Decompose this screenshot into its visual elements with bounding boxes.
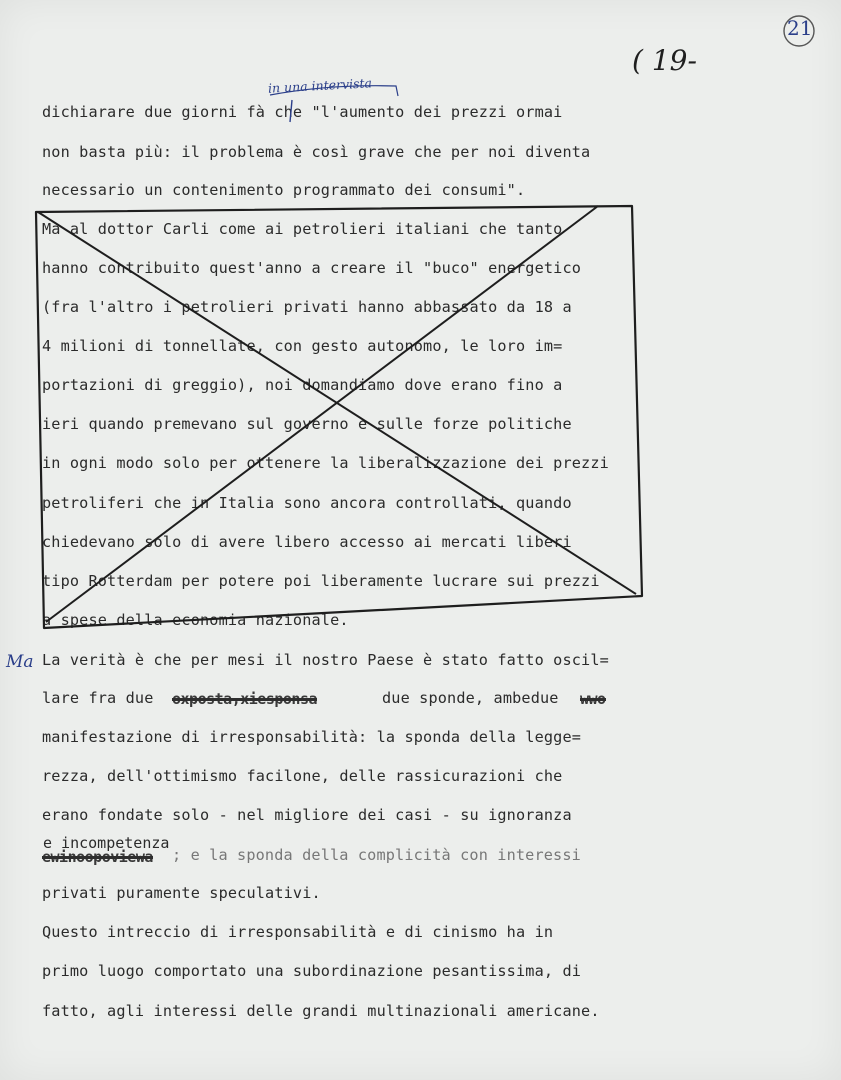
- body-line: dichiarare due giorni fà che "l'aumento dei prezzi ormai: [42, 103, 563, 121]
- body-line: tipo Rotterdam per potere poi liberamente lucrare sui prezzi: [42, 572, 600, 590]
- body-line: lare fra due: [42, 689, 154, 707]
- body-line: primo luogo comportato una subordinazione pesantissima, di: [42, 962, 582, 980]
- body-line: petroliferi che in Italia sono ancora controllati, quando: [42, 494, 572, 512]
- body-line: portazioni di greggio), noi domandiamo dove erano fino a: [42, 376, 563, 394]
- body-line: Ma al dottor Carli come ai petrolieri italiani che tanto: [42, 220, 563, 238]
- body-line: due sponde, ambedue: [382, 689, 559, 707]
- body-line: in ogni modo solo per ottenere la liberalizzazione dei prezzi: [42, 454, 609, 472]
- body-line: fatto, agli interessi delle grandi multinazionali americane.: [42, 1002, 600, 1020]
- body-line: non basta più: il problema è così grave che per noi diventa: [42, 143, 591, 161]
- page-number-circle: [780, 12, 818, 50]
- margin-note: Ma: [6, 652, 34, 672]
- body-line: ; e la sponda della complicità con interessi: [172, 846, 581, 864]
- struck-text: ewinoopoviewa: [42, 848, 153, 866]
- body-line: manifestazione di irresponsabilità: la sponda della legge=: [42, 728, 582, 746]
- body-line: (fra l'altro i petrolieri privati hanno abbassato da 18 a: [42, 298, 572, 316]
- insertion-note: in una intervista: [267, 75, 373, 96]
- body-line: La verità è che per mesi il nostro Paese è stato fatto oscil=: [42, 651, 609, 669]
- corner-note: ( 19-: [632, 44, 697, 77]
- body-line: 4 milioni di tonnellate, con gesto autonomo, le loro im=: [42, 337, 563, 355]
- correction-overline: e incompetenza: [43, 834, 170, 852]
- body-line: hanno contribuito quest'anno a creare il "buco" energetico: [42, 259, 582, 277]
- body-line: rezza, dell'ottimismo facilone, delle rassicurazioni che: [42, 767, 563, 785]
- body-line: chiedevano solo di avere libero accesso ai mercati liberi: [42, 533, 572, 551]
- body-line: privati puramente speculativi.: [42, 884, 321, 902]
- body-line: Questo intreccio di irresponsabilità e di cinismo ha in: [42, 923, 554, 941]
- struck-text: oxposta,xiesponsa: [172, 690, 318, 708]
- body-line: ieri quando premevano sul governo e sulle forze politiche: [42, 415, 572, 433]
- body-line: a spese della economia nazionale.: [42, 611, 349, 629]
- page-number: 21: [787, 16, 813, 40]
- struck-text: wwo: [580, 690, 606, 708]
- body-line: necessario un contenimento programmato dei consumi".: [42, 181, 526, 199]
- body-line: erano fondate solo - nel migliore dei casi - su ignoranza: [42, 806, 572, 824]
